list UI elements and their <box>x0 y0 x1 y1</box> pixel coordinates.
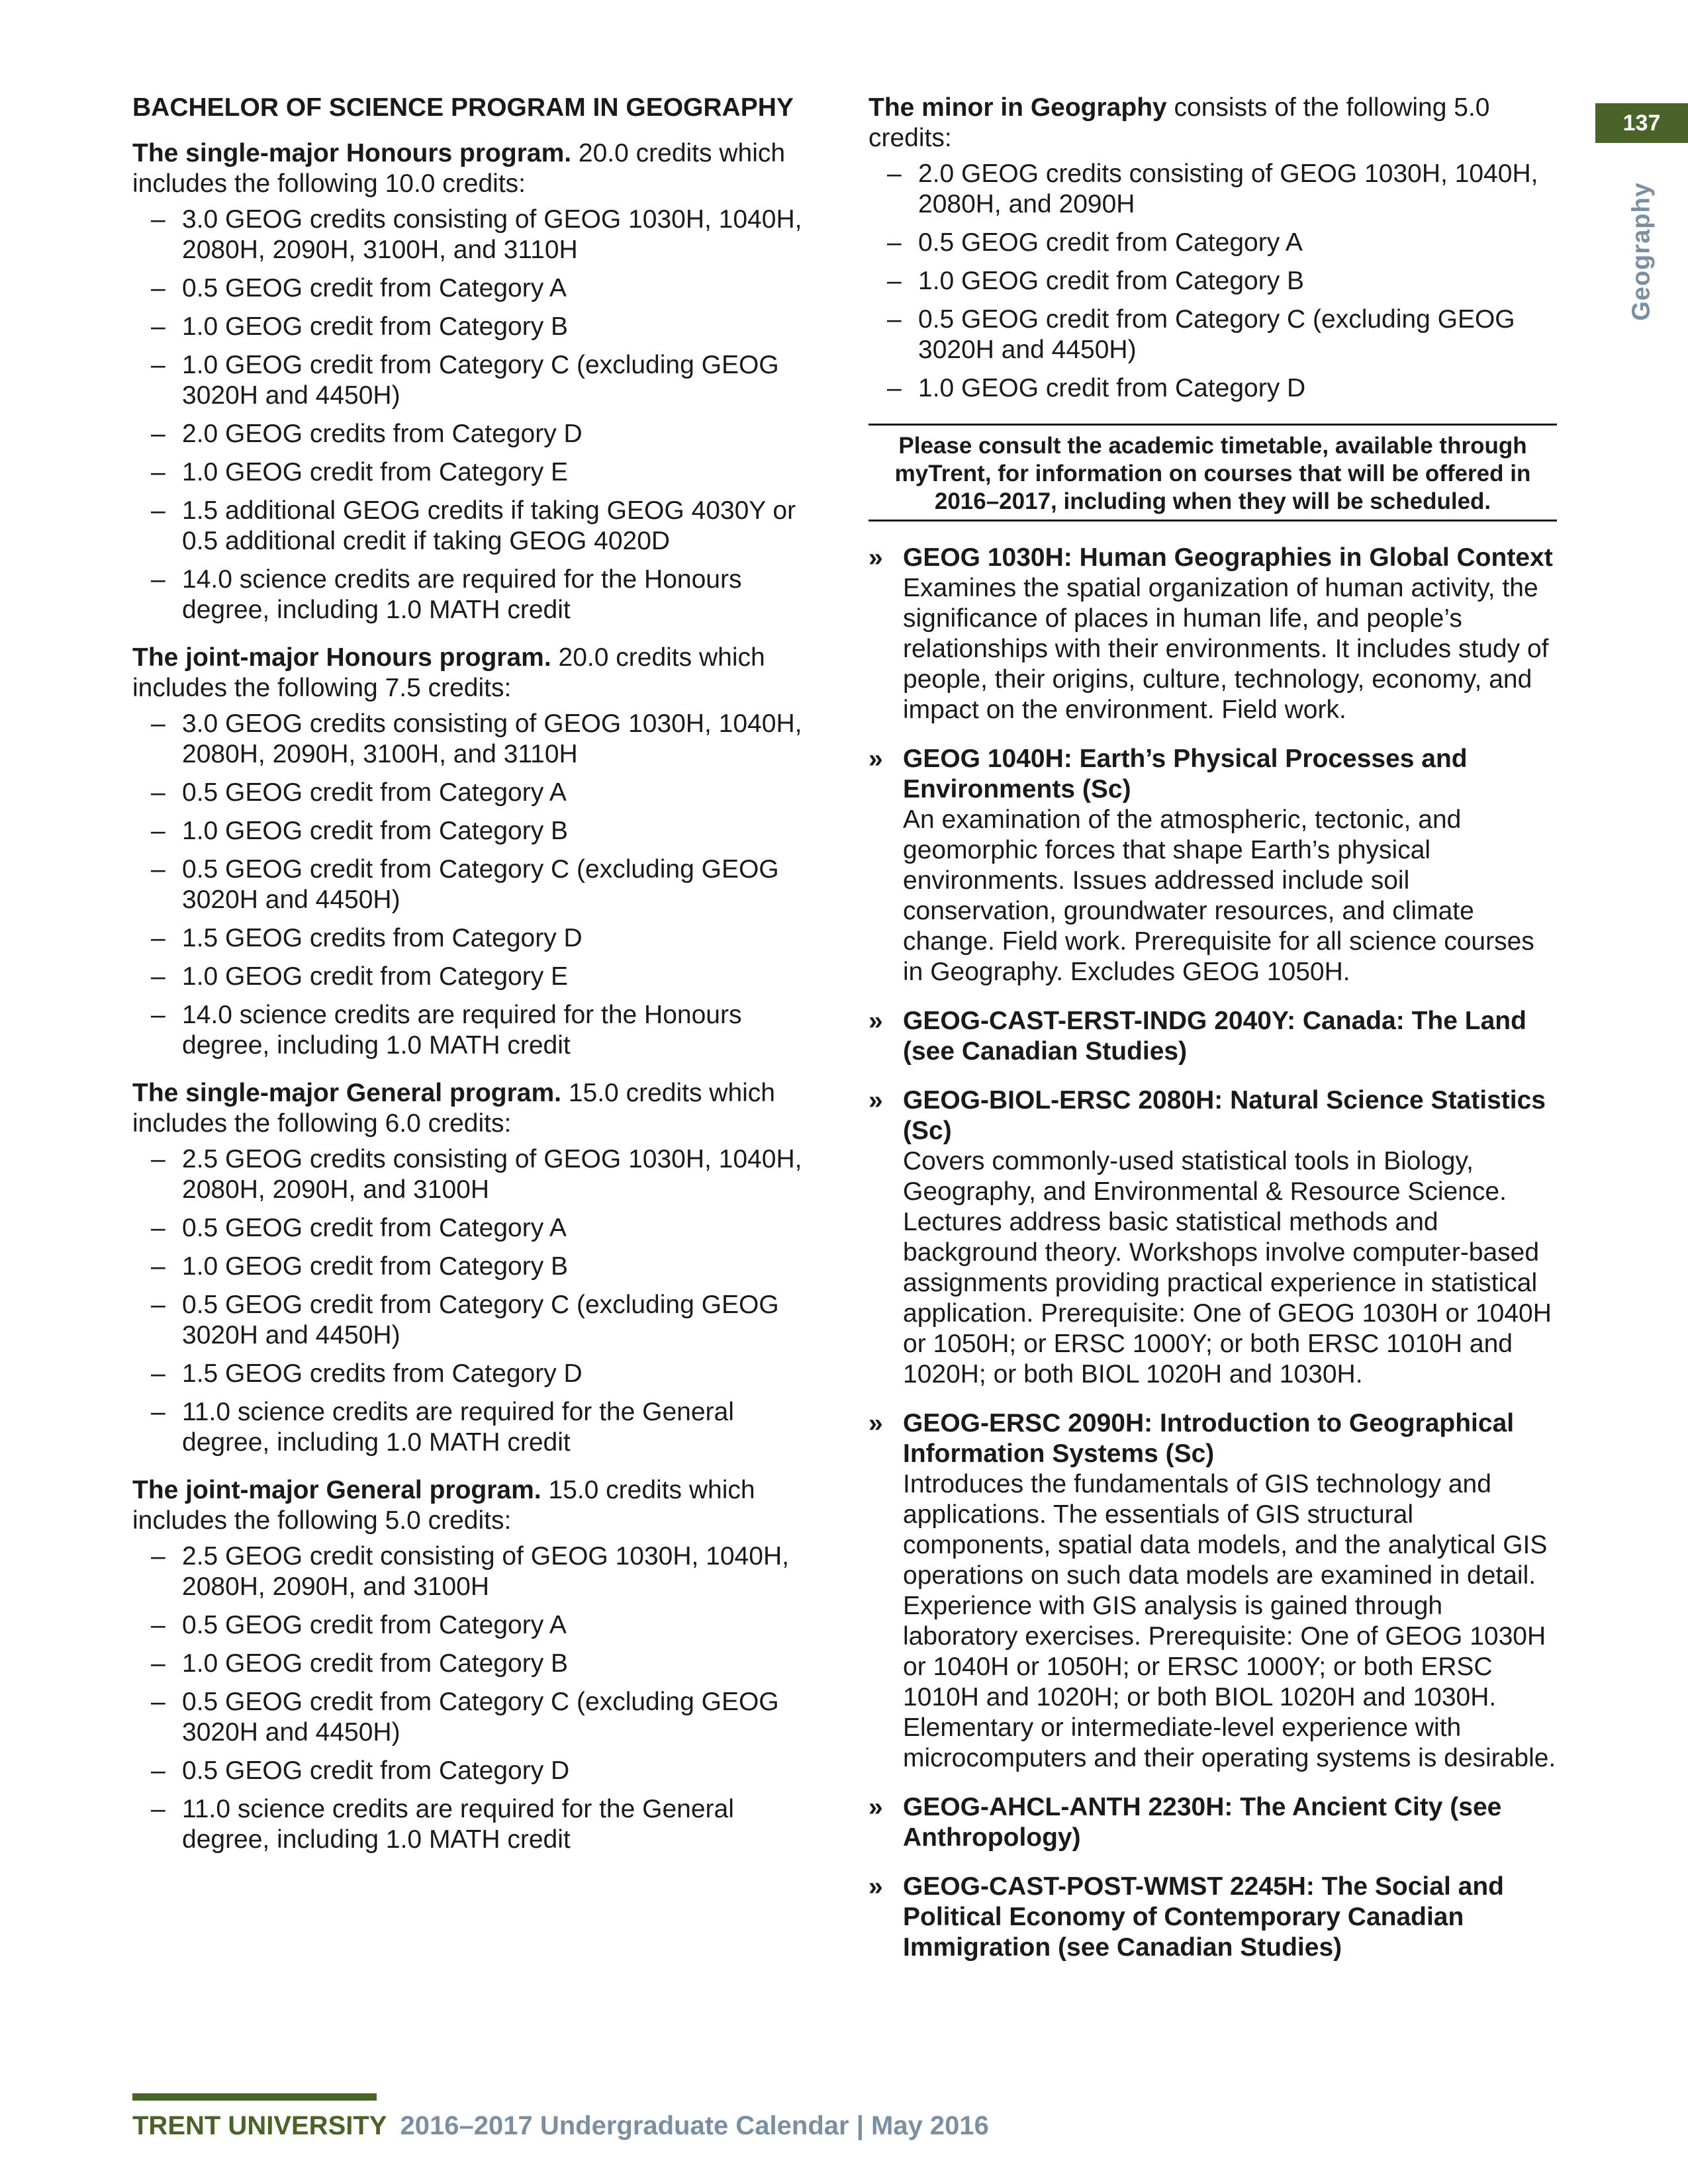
course-bullet: » <box>868 543 883 572</box>
requirement-item: – 0.5 GEOG credit from Category A <box>132 1610 827 1641</box>
course-title: GEOG-AHCL-ANTH 2230H: The Ancient City (see Anthropology) <box>903 1793 1502 1852</box>
course-title: GEOG 1040H: Earth’s Physical Processes and Environments (Sc) <box>903 745 1468 803</box>
program-block <box>132 1078 827 1458</box>
requirement-item: – 2.5 GEOG credit consisting of GEOG 1030H, 1040H, 2080H, 2090H, and 3100H <box>132 1541 827 1602</box>
requirement-list <box>132 709 827 1061</box>
program-intro-text: 15.0 credits which includes the following 5.0 credits: <box>132 1475 755 1535</box>
requirement-item: – 1.0 GEOG credit from Category C (excluding GEOG 3020H and 4450H) <box>132 350 827 411</box>
requirement-item: – 14.0 science credits are required for the Honours degree, including 1.0 MATH credit <box>132 565 827 625</box>
course-list <box>868 543 1557 1963</box>
timetable-notice: Please consult the academic timetable, available through myTrent, for information on courses that will be offered in 2016–2017, including when they will be scheduled. <box>868 424 1557 522</box>
footer-calendar: 2016–2017 Undergraduate Calendar | May 2016 <box>400 2111 989 2140</box>
course-title: GEOG 1030H: Human Geographies in Global Context <box>903 543 1553 572</box>
course-bullet: » <box>868 745 883 773</box>
course-entry <box>868 744 1557 987</box>
course-entry <box>868 1006 1557 1067</box>
footer-rule <box>132 2093 377 2101</box>
requirement-item: – 11.0 science credits are required for the General degree, including 1.0 MATH credit <box>132 1397 827 1458</box>
requirement-item: – 1.0 GEOG credit from Category D <box>868 373 1557 404</box>
course-entry <box>868 1408 1557 1774</box>
requirement-item: – 3.0 GEOG credits consisting of GEOG 1030H, 1040H, 2080H, 2090H, 3100H, and 3110H <box>132 205 827 265</box>
requirement-item: – 1.0 GEOG credit from Category B <box>132 312 827 342</box>
program-block <box>132 643 827 1061</box>
footer-university: TRENT UNIVERSITY <box>132 2111 387 2140</box>
requirement-item: – 0.5 GEOG credit from Category C (excluding GEOG 3020H and 4450H) <box>132 854 827 915</box>
section-heading: BACHELOR OF SCIENCE PROGRAM IN GEOGRAPHY <box>132 93 794 122</box>
requirement-item: – 1.0 GEOG credit from Category B <box>132 816 827 846</box>
requirement-item: – 1.0 GEOG credit from Category E <box>132 457 827 488</box>
program-block <box>132 138 827 625</box>
program-intro-text: 20.0 credits which includes the following 7.5 credits: <box>132 643 765 702</box>
page-number-tab: 137 <box>1595 103 1688 143</box>
requirement-item: – 1.5 GEOG credits from Category D <box>132 1359 827 1389</box>
requirement-item: – 1.0 GEOG credit from Category B <box>132 1649 827 1679</box>
program-list <box>132 138 827 1855</box>
course-title: GEOG-BIOL-ERSC 2080H: Natural Science Statistics (Sc) <box>903 1086 1546 1145</box>
requirement-item: – 0.5 GEOG credit from Category A <box>132 1213 827 1244</box>
course-entry <box>868 1872 1557 1963</box>
requirement-item: – 0.5 GEOG credit from Category A <box>132 778 827 808</box>
course-title: GEOG-CAST-ERST-INDG 2040Y: Canada: The Land (see Canadian Studies) <box>903 1007 1526 1066</box>
requirement-item: – 1.5 GEOG credits from Category D <box>132 923 827 954</box>
minor-program <box>868 93 1557 404</box>
requirement-item: – 0.5 GEOG credit from Category A <box>868 228 1557 258</box>
program-intro-text: 20.0 credits which includes the following 10.0 credits: <box>132 138 786 198</box>
course-bullet: » <box>868 1086 883 1115</box>
minor-title: The minor in Geography <box>868 93 1167 122</box>
right-column <box>868 93 1557 1981</box>
section-side-label: Geography <box>1627 182 1656 321</box>
minor-requirements <box>868 159 1557 404</box>
program-intro <box>132 1078 827 1139</box>
program-intro-text: 15.0 credits which includes the following 6.0 credits: <box>132 1078 775 1138</box>
requirement-item: – 0.5 GEOG credit from Category A <box>132 273 827 304</box>
requirement-list <box>132 205 827 625</box>
course-bullet: » <box>868 1409 883 1437</box>
course-bullet: » <box>868 1793 883 1821</box>
minor-intro-text: consists of the following 5.0 credits: <box>868 93 1490 152</box>
program-title: The joint-major Honours program. <box>132 643 551 672</box>
requirement-item: – 1.0 GEOG credit from Category E <box>132 962 827 992</box>
requirement-item: – 2.0 GEOG credits from Category D <box>132 419 827 449</box>
course-entry <box>868 1792 1557 1853</box>
requirement-item: – 14.0 science credits are required for the Honours degree, including 1.0 MATH credit <box>132 1000 827 1061</box>
requirement-item: – 2.5 GEOG credits consisting of GEOG 1030H, 1040H, 2080H, 2090H, and 3100H <box>132 1144 827 1205</box>
course-title: GEOG-ERSC 2090H: Introduction to Geographical Information Systems (Sc) <box>903 1409 1515 1468</box>
course-description: Introduces the fundamentals of GIS technology and applications. The essentials of GIS structural components, spatial data models, and the analytical GIS operations on such data models are examined in detail. Experience with GIS analysis is gained through laboratory exercises. Prerequisite: One of GEOG 1030H or 1040H or 1050H; or ERSC 1000Y; or both ERSC 1010H and 1020H; or both BIOL 1020H and 1030H. Elementary or intermediate-level experience with microcomputers and their operating systems is desirable. <box>903 1470 1556 1772</box>
course-description: An examination of the atmospheric, tectonic, and geomorphic forces that shape Earth’s physical environments. Issues addressed include soil conservation, groundwater resources, and climate change. Field work. Prerequisite for all science courses in Geography. Excludes GEOG 1050H. <box>903 805 1534 986</box>
program-title: The single-major Honours program. <box>132 138 572 167</box>
requirement-item: – 0.5 GEOG credit from Category C (excluding GEOG 3020H and 4450H) <box>132 1687 827 1748</box>
requirement-list <box>132 1541 827 1855</box>
requirement-item: – 3.0 GEOG credits consisting of GEOG 1030H, 1040H, 2080H, 2090H, 3100H, and 3110H <box>132 709 827 770</box>
page-footer <box>132 2111 989 2141</box>
course-description: Examines the spatial organization of human activity, the significance of places in human life, and people’s relationships with their environments. It includes study of people, their origins, culture, technology, economy, and impact on the environment. Field work. <box>903 574 1549 724</box>
requirement-item: – 0.5 GEOG credit from Category D <box>132 1756 827 1786</box>
requirement-list <box>132 1144 827 1458</box>
program-title: The joint-major General program. <box>132 1475 541 1504</box>
course-description: Covers commonly-used statistical tools in Biology, Geography, and Environmental & Resource Science. Lectures address basic statistical methods and background theory. Workshops involve computer-based assignments providing practical experience in statistical application. Prerequisite: One of GEOG 1030H or 1040H or 1050H; or ERSC 1000Y; or both ERSC 1010H and 1020H; or both BIOL 1020H and 1030H. <box>903 1147 1552 1388</box>
requirement-item: – 1.5 additional GEOG credits if taking GEOG 4030Y or 0.5 additional credit if taking GEOG 4020D <box>132 496 827 557</box>
course-title: GEOG-CAST-POST-WMST 2245H: The Social and Political Economy of Contemporary Canadian Immigration (see Canadian Studies) <box>903 1872 1504 1962</box>
course-entry <box>868 1085 1557 1390</box>
requirement-item: – 1.0 GEOG credit from Category B <box>132 1251 827 1282</box>
requirement-item: – 0.5 GEOG credit from Category C (excluding GEOG 3020H and 4450H) <box>132 1290 827 1351</box>
program-intro <box>132 643 827 704</box>
course-entry <box>868 543 1557 725</box>
left-column <box>132 93 827 1872</box>
program-intro <box>132 1475 827 1536</box>
requirement-item: – 0.5 GEOG credit from Category C (excluding GEOG 3020H and 4450H) <box>868 304 1557 365</box>
program-title: The single-major General program. <box>132 1078 561 1107</box>
course-bullet: » <box>868 1872 883 1901</box>
course-bullet: » <box>868 1007 883 1035</box>
program-intro <box>132 138 827 199</box>
program-block <box>132 1475 827 1855</box>
requirement-item: – 11.0 science credits are required for the General degree, including 1.0 MATH credit <box>132 1794 827 1855</box>
minor-intro <box>868 93 1557 154</box>
requirement-item: – 1.0 GEOG credit from Category B <box>868 266 1557 296</box>
requirement-item: – 2.0 GEOG credits consisting of GEOG 1030H, 1040H, 2080H, and 2090H <box>868 159 1557 220</box>
